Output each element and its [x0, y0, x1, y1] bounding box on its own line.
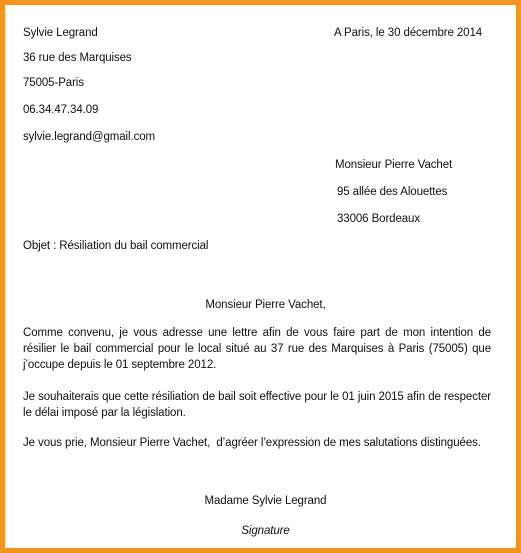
place-date: A Paris, le 30 décembre 2014	[334, 27, 483, 39]
recipient-street: 95 allée des Alouettes	[337, 186, 448, 198]
paragraph-3: Je vous prie, Monsieur Pierre Vachet, d’agréer l’expression de mes salutations distinguées.	[23, 437, 481, 449]
recipient-city: 33006 Bordeaux	[337, 213, 421, 225]
paragraph-2: Je souhaiterais que cette résiliation de bail soit effective pour le 01 juin 2015 afin de respecter le délai imposé par la législation.	[23, 391, 491, 419]
sender-name: Sylvie Legrand	[23, 27, 98, 39]
signature-label: Signature	[241, 525, 290, 537]
sender-city: 75005-Paris	[23, 77, 84, 89]
paragraph-1: Comme convenu, je vous adresse une lettre afin de vous faire part de mon intention de résilier le bail commercial pour le local situé au 37 rue des Marquises à Paris (75005) que j’occupe depuis le 01 septembre 2012.	[23, 327, 491, 371]
recipient-name: Monsieur Pierre Vachet	[335, 159, 453, 171]
sender-email: sylvie.legrand@gmail.com	[23, 131, 155, 143]
sender-street: 36 rue des Marquises	[23, 52, 132, 64]
sender-phone: 06.34.47.34.09	[23, 104, 99, 116]
subject-line: Objet : Résiliation du bail commercial	[23, 240, 209, 252]
salutation: Monsieur Pierre Vachet,	[205, 299, 326, 311]
closing-name: Madame Sylvie Legrand	[204, 495, 327, 507]
